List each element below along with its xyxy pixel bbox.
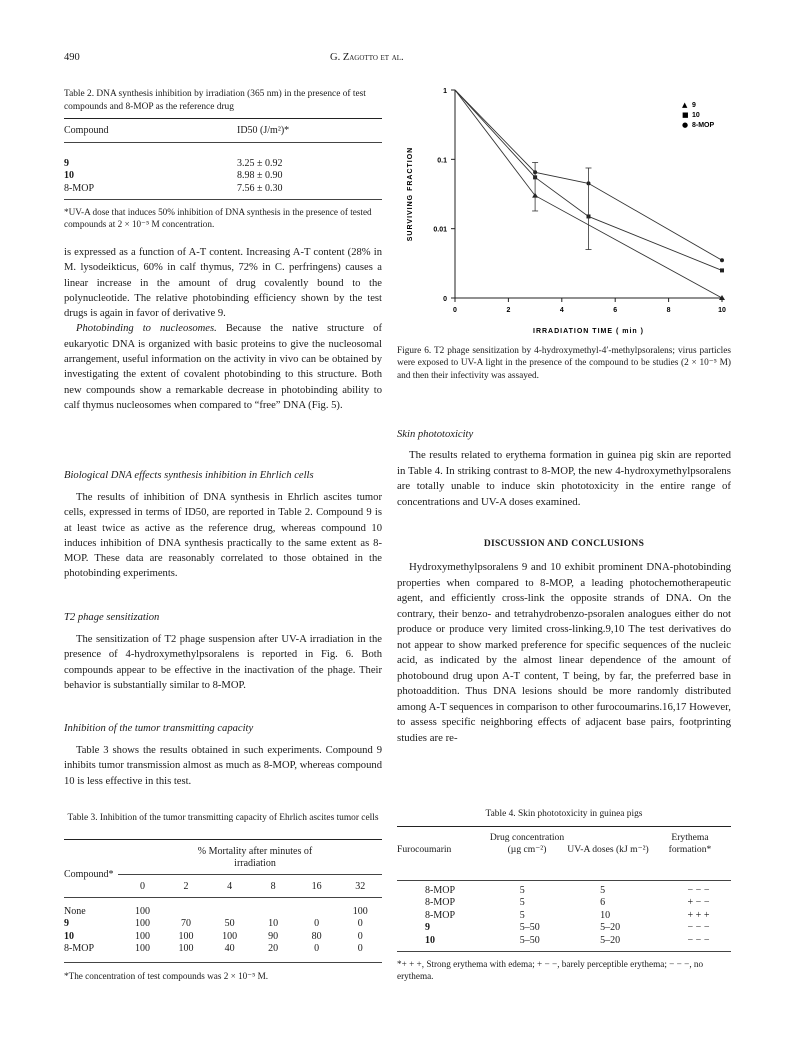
table3-minute-header: 0 xyxy=(139,881,145,892)
table3-row xyxy=(64,943,382,955)
nucleosome-subheading: Photobinding to nucleosomes. xyxy=(76,323,217,335)
table2-compound: 10 xyxy=(64,170,74,182)
table4-erythema: − − − xyxy=(687,934,710,946)
x-tick-label: 8 xyxy=(666,307,671,314)
x-tick-label: 2 xyxy=(506,307,511,314)
legend-label: 8-MOP xyxy=(692,122,715,129)
legend-symbol: ● xyxy=(682,121,689,129)
section-heading-skin: Skin phototoxicity xyxy=(397,429,474,440)
table4-erythema: + − − xyxy=(687,897,710,909)
table3-top-rule xyxy=(64,839,382,840)
table4-dose: 10 xyxy=(600,909,611,921)
table3-group-header: % Mortality after minutes of irradiation xyxy=(197,846,313,869)
y-axis-label: SURVIVING FRACTION xyxy=(407,146,414,242)
table3-cell: 0 xyxy=(357,943,363,955)
table3-cell: 0 xyxy=(357,918,363,930)
table4-dose: 5–20 xyxy=(600,934,621,946)
table3-body xyxy=(64,906,382,956)
table4-top-rule xyxy=(397,826,731,827)
table2-header-compound: Compound xyxy=(64,125,109,136)
paragraph-ehrlich-text: The results of inhibition of DNA synthesis in Ehrlich ascites tumor cells, expressed in terms of ID50, are reported in Table 2. Compound 9 is at least twice as active as the reference drug, whereas compound 10 induces inhibition of DNA synthesis practically to the same extent as 8-MOP. These data are reasonably correlated to those obtained in the photobinding experiments. xyxy=(64,492,382,580)
table3-cell: 100 xyxy=(134,918,150,930)
table3-cell: 100 xyxy=(178,930,194,942)
table3-minute-header: 4 xyxy=(227,881,233,892)
table4-row xyxy=(397,935,731,947)
table4-compound: 8-MOP xyxy=(425,897,456,909)
table3-cell xyxy=(251,906,295,918)
x-tick-label: 0 xyxy=(453,307,457,314)
table3-cell: 100 xyxy=(134,943,150,955)
paragraph-ehrlich xyxy=(64,490,382,582)
running-title: G. Zagotto et al. xyxy=(330,52,404,63)
table4-row xyxy=(397,885,731,897)
y-tick-label: 0 xyxy=(443,296,447,303)
table4-row xyxy=(397,922,731,934)
paragraph-discussion-text: Hydroxymethylpsoralens 9 and 10 exhibit prominent DNA-photobinding properties when compared to 8-MOP, a leading photochemotherapeutic agent, and efficiently cross-link the opposite strands of DNA. On the contrary, their benzo- and tetrahydrobenzo-psoralen analogues either do not produce or produce very limited cross-linking.9,10 The test derivatives do not appear to show marked preference for specific sequences of the nucleic acid, as indicated by the almost linear dependence of the amount of photobound drug upon A-T content, T being, by far, the preferred base in photoaddition. Thus DNA lesions should be more randomly distributed among A-T sequences in comparison to other furocoumarins.16,17 However, to assess specific neighboring effects of adjacent base pairs, footprinting studies are re- xyxy=(397,561,731,744)
paragraph-tumor xyxy=(64,743,382,789)
paragraph-t2-phage-text: The sensitization of T2 phage suspension after UV-A irradiation in the presence of 4-hydroxymethylpsoralens is reported in Fig. 6. Both compounds appear to be effective in the inactivation of the phage. Their behavior is substantially similar to 8-MOP. xyxy=(64,634,382,691)
table3-footnote: *The concentration of test compounds was 2 × 10⁻⁵ M. xyxy=(64,971,269,981)
table3-cell: 0 xyxy=(314,918,320,930)
table3-cell: 40 xyxy=(224,943,235,955)
table3-minutes-header xyxy=(64,881,382,893)
table3-compound: 10 xyxy=(64,930,74,942)
legend-symbol: ▲ xyxy=(682,101,688,109)
table4-conc: 5 xyxy=(519,897,525,909)
figure6-caption: Figure 6. T2 phage sensitization by 4-hydroxymethyl-4′-methylpsoralens; virus particles were exposed to UV-A light in the presence of the compound to be studies (2 × 10⁻⁵ M) and then their infectivity was assayed. xyxy=(397,346,731,381)
table2-header-id50: ID50 (J/m²)* xyxy=(237,125,290,136)
table4-erythema: − − − xyxy=(687,922,710,934)
table4-conc: 5 xyxy=(519,909,525,921)
table2-value: 7.56 ± 0.30 xyxy=(237,182,283,194)
table3-cell: 100 xyxy=(178,943,194,955)
table4-dose: 5–20 xyxy=(600,922,621,934)
table3-cell: 0 xyxy=(314,943,320,955)
table3-cell: 0 xyxy=(357,930,363,942)
table3-caption: Table 3. Inhibition of the tumor transmitting capacity of Ehrlich ascites tumor cells xyxy=(67,813,379,823)
paragraph-skin-text: The results related to erythema formation in guinea pig skin are reported in Table 4. In striking contrast to 8-MOP, the new 4-hydroxymethylpsoralens are totally unable to induce skin phototoxicity in the entire range of concentrations and UV-A doses examined. xyxy=(397,449,731,508)
table3-row xyxy=(64,918,382,930)
table4-mid-rule xyxy=(397,880,731,881)
table3-group-rule xyxy=(118,874,382,875)
table4-dose: 5 xyxy=(600,885,606,896)
paragraph-at-content: is expressed as a function of A-T content. Increasing A-T content (28% in M. lysodeikticus, 60% in calf thymus, 72% in C. perfringens) causes a linear increase in the amount of drug covalently bound to the polynucleotide. The relative photobinding efficiency shown by the test drugs is again in favor of derivative 9. xyxy=(64,247,382,320)
table4-erythema: − − − xyxy=(687,885,710,896)
table4-compound: 8-MOP xyxy=(425,909,456,921)
table3-compound: 9 xyxy=(64,918,69,930)
table4-header-cell: Drug concentration (µg cm⁻²) xyxy=(489,832,565,855)
table4-caption: Table 4. Skin phototoxicity in guinea pigs xyxy=(485,809,643,819)
table2-top-rule xyxy=(64,118,382,119)
legend-label: 10 xyxy=(692,112,700,119)
table2-compound: 9 xyxy=(64,158,69,169)
table3-compound: None xyxy=(64,906,86,917)
figure6-chart xyxy=(400,78,740,348)
paragraph-nucleosomes: Because the native structure of eukaryotic DNA is organized with basic proteins to give the nucleosomal arrangement, useful information on the activity in vivo can be obtained by investigating the extent of covalent photobinding to this structure. Both new compounds show a remarkable decrease in photobinding ability to calf thymus nucleosomes when compared to “free” DNA (Fig. 5). xyxy=(64,323,382,411)
y-tick-label: 1 xyxy=(443,88,447,95)
table4-conc: 5 xyxy=(519,885,525,896)
table3-cell: 20 xyxy=(268,943,279,955)
section-heading-ehrlich: Biological DNA effects synthesis inhibition in Ehrlich cells xyxy=(64,470,314,481)
left-column-text xyxy=(64,245,382,413)
section-heading-t2-phage: T2 phage sensitization xyxy=(64,612,160,623)
table3-cell: 100 xyxy=(134,930,150,942)
table4-row xyxy=(397,897,731,909)
table2-mid-rule xyxy=(64,142,382,143)
x-tick-label: 6 xyxy=(613,307,618,314)
table4-header-cell: Furocoumarin xyxy=(397,844,452,855)
data-point-10 xyxy=(720,268,724,272)
table2-footnote: *UV-A dose that induces 50% inhibition of DNA synthesis in the presence of tested compounds at 2 × 10⁻⁵ M concentration. xyxy=(64,207,372,229)
table3-minute-header: 2 xyxy=(183,881,189,892)
table3-compound: 8-MOP xyxy=(64,943,95,955)
table3-cell: 10 xyxy=(268,918,279,930)
table3-cell xyxy=(295,906,339,918)
table3-minute-header: 32 xyxy=(355,881,366,892)
page-number: 490 xyxy=(64,52,80,63)
legend-label: 9 xyxy=(692,102,696,109)
paragraph-t2-phage xyxy=(64,632,382,693)
table3-cell: 90 xyxy=(268,930,279,942)
table2-body xyxy=(64,158,364,195)
table4-header-cell: UV-A doses (kJ m⁻²) xyxy=(567,844,649,855)
table2-compound: 8-MOP xyxy=(64,182,95,194)
table2-row xyxy=(64,183,364,195)
paragraph-tumor-text: Table 3 shows the results obtained in such experiments. Compound 9 inhibits tumor transmission almost as much as 8-MOP, whereas compound 10 is less effective in this test. xyxy=(64,745,382,787)
x-tick-label: 4 xyxy=(559,307,564,314)
table3-bottom-rule xyxy=(64,962,382,963)
table3-cell xyxy=(164,906,208,918)
table4-footnote: *+ + +, Strong erythema with edema; + − −, barely perceptible erythema; − − −, no erythema. xyxy=(397,959,704,981)
table3-cell: 100 xyxy=(352,906,368,917)
table4-erythema: + + + xyxy=(687,909,710,921)
table3-minute-header: 8 xyxy=(270,881,276,892)
table3-cell: 50 xyxy=(224,918,235,930)
x-axis-label: IRRADIATION TIME ( min ) xyxy=(533,328,644,335)
y-tick-label: 0.1 xyxy=(437,157,447,165)
table2-row xyxy=(64,170,364,182)
table4-body xyxy=(397,885,731,947)
table3-cell: 70 xyxy=(181,918,192,930)
section-heading-tumor: Inhibition of the tumor transmitting capacity xyxy=(64,723,254,734)
table3-minute-header: 16 xyxy=(311,881,322,892)
table2-bottom-rule xyxy=(64,199,382,200)
table4-dose: 6 xyxy=(600,897,606,909)
x-tick-label: 10 xyxy=(718,307,726,314)
table4-row xyxy=(397,910,731,922)
table4-compound: 9 xyxy=(425,922,430,934)
paragraph-discussion xyxy=(397,560,731,746)
table2-row xyxy=(64,158,364,170)
table3-header-compound: Compound* xyxy=(64,869,114,880)
table3-row xyxy=(64,906,382,918)
table2-caption: Table 2. DNA synthesis inhibition by irradiation (365 nm) in the presence of test compounds and 8-MOP as the reference drug xyxy=(64,89,366,112)
table3-cell: 100 xyxy=(134,906,150,917)
paragraph-skin xyxy=(397,448,731,510)
table4-conc: 5–50 xyxy=(519,922,540,934)
section-heading-discussion: DISCUSSION AND CONCLUSIONS xyxy=(483,539,645,549)
table2-value: 3.25 ± 0.92 xyxy=(237,158,283,169)
table3-cell xyxy=(208,906,252,918)
y-tick-label: 0.01 xyxy=(433,226,447,234)
table3-spacer xyxy=(64,881,121,893)
table3-cell: 100 xyxy=(222,930,238,942)
table4-header xyxy=(397,832,731,856)
legend-symbol: ■ xyxy=(682,111,689,119)
table4-header-cell: Erythema formation* xyxy=(668,832,712,855)
table4-conc: 5–50 xyxy=(519,934,540,946)
table2-value: 8.98 ± 0.90 xyxy=(237,170,283,182)
data-point-8-MOP xyxy=(720,258,724,262)
table4-compound: 8-MOP xyxy=(425,885,456,896)
table3-cell: 80 xyxy=(311,930,322,942)
table4-bottom-rule xyxy=(397,951,731,952)
table3-mid-rule xyxy=(64,897,382,898)
table4-compound: 10 xyxy=(425,934,435,946)
table3-row xyxy=(64,931,382,943)
